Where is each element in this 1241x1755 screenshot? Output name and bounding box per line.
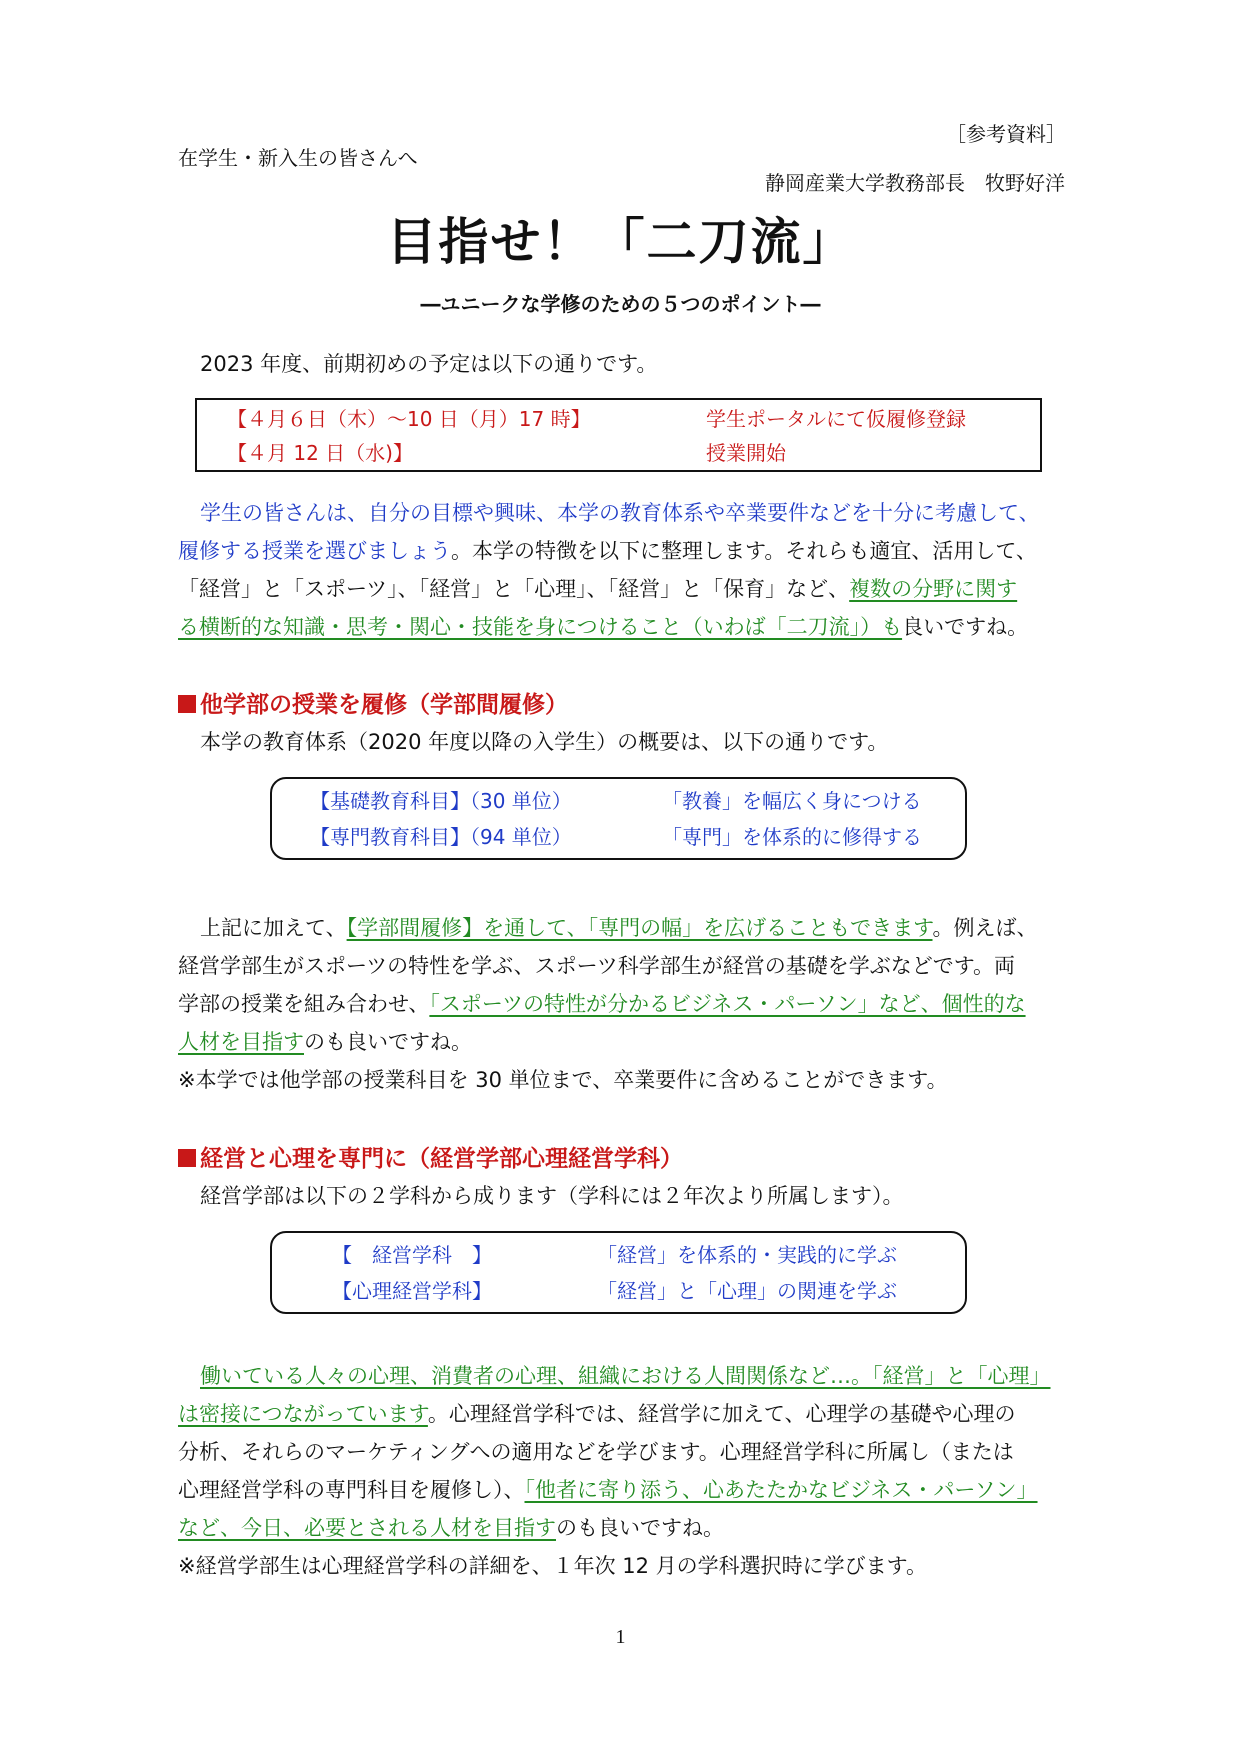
- box-description: 「専門」を体系的に修得する: [662, 825, 922, 849]
- box-label: 【専門教育科目】（94 単位）: [310, 825, 572, 849]
- box-label: 【心理経営学科】: [332, 1279, 492, 1303]
- paragraph-text: 。心理経営学科では、経営学に加えて、心理学の基礎や心理の: [427, 1402, 1016, 1426]
- paragraph-emphasis: 人材を目指す: [178, 1030, 304, 1054]
- section-heading: [178, 1140, 683, 1173]
- paragraph-text: のも良いですね。: [556, 1516, 724, 1540]
- section-intro: 経営学部は以下の２学科から成ります（学科には２年次より所属します）。: [200, 1184, 904, 1208]
- reference-label: ［参考資料］: [946, 122, 1066, 146]
- paragraph-emphasis: 「他者に寄り添う、心あたたかなビジネス・パーソン」: [524, 1478, 1038, 1502]
- paragraph-text: 。例えば、: [932, 916, 1038, 940]
- square-bullet-icon: [178, 695, 196, 713]
- schedule-event: 授業開始: [706, 441, 786, 465]
- greeting: 在学生・新入生の皆さんへ: [178, 146, 418, 170]
- intro-paragraph: [178, 494, 1068, 646]
- square-bullet-icon: [178, 1149, 196, 1167]
- paragraph-emphasis: 【学部間履修】を通して、「専門の幅」を広げることもできます: [346, 916, 933, 940]
- section2-paragraph: [178, 1357, 1068, 1585]
- curriculum-box: [270, 777, 967, 860]
- section1-paragraph: [178, 909, 1068, 1099]
- author-line: 静岡産業大学教務部長 牧野好洋: [765, 171, 1065, 195]
- box-description: 「経営」と「心理」の関連を学ぶ: [597, 1279, 897, 1303]
- section-heading-text: 経営と心理を専門に（経営学部心理経営学科）: [200, 1146, 683, 1172]
- section-heading-text: 他学部の授業を履修（学部間履修）: [200, 692, 568, 718]
- paragraph-emphasis: は密接につながっています: [178, 1402, 428, 1426]
- schedule-intro: 2023 年度、前期初めの予定は以下の通りです。: [200, 352, 658, 376]
- paragraph-emphasis: 「スポーツの特性が分かるビジネス・パーソン」など、個性的な: [429, 992, 1026, 1016]
- page-title: 目指せ！「二刀流」: [386, 213, 855, 271]
- intro-highlight: 学生の皆さんは、自分の目標や興味、本学の教育体系や卒業要件などを十分に考慮して、: [200, 501, 1040, 525]
- schedule-box: [195, 398, 1042, 472]
- paragraph-text: 学部の授業を組み合わせ、: [178, 992, 430, 1016]
- department-box: [270, 1231, 967, 1314]
- intro-text: 良いですね。: [902, 615, 1029, 639]
- paragraph-text: 経営学部生がスポーツの特性を学ぶ、スポーツ科学部生が経営の基礎を学ぶなどです。両: [178, 954, 1016, 978]
- note: ※経営学部生は心理経営学科の詳細を、１年次 12 月の学科選択時に学びます。: [178, 1554, 927, 1578]
- page-subtitle: ―ユニークな学修のための５つのポイント―: [420, 292, 821, 316]
- paragraph-text: 心理経営学科の専門科目を履修し）、: [178, 1478, 525, 1502]
- intro-highlight: 履修する授業を選びましょう: [178, 539, 451, 563]
- section-intro: 本学の教育体系（2020 年度以降の入学生）の概要は、以下の通りです。: [200, 730, 889, 754]
- box-description: 「経営」を体系的・実践的に学ぶ: [597, 1243, 897, 1267]
- paragraph-emphasis: など、今日、必要とされる人材を目指す: [178, 1516, 556, 1540]
- intro-text: 。本学の特徴を以下に整理します。それらも適宜、活用して、: [451, 539, 1037, 563]
- schedule-date: 【４月 12 日（水)】: [227, 441, 413, 465]
- box-description: 「教養」を幅広く身につける: [662, 789, 922, 813]
- page-number: 1: [615, 1626, 626, 1648]
- box-label: 【基礎教育科目】（30 単位）: [310, 789, 572, 813]
- paragraph-text: 上記に加えて、: [200, 916, 347, 940]
- schedule-event: 学生ポータルにて仮履修登録: [706, 407, 966, 431]
- paragraph-text: のも良いですね。: [304, 1030, 472, 1054]
- paragraph-emphasis: 働いている人々の心理、消費者の心理、組織における人間関係など…。「経営」と「心理」: [200, 1364, 1051, 1388]
- intro-emphasis: 複数の分野に関す: [849, 577, 1018, 601]
- box-label: 【 経営学科 】: [332, 1243, 492, 1267]
- section-heading: [178, 686, 568, 719]
- intro-text: 「経営」と「スポーツ」、「経営」と「心理」、「経営」と「保育」など、: [178, 577, 850, 601]
- schedule-date: 【４月６日（木）～10 日（月）17 時】: [227, 407, 591, 431]
- note: ※本学では他学部の授業科目を 30 単位まで、卒業要件に含めることができます。: [178, 1068, 948, 1092]
- paragraph-text: 分析、それらのマーケティングへの適用などを学びます。心理経営学科に所属し（または: [178, 1440, 1014, 1464]
- intro-emphasis: る横断的な知識・思考・関心・技能を身につけること（いわば「二刀流」）も: [178, 615, 903, 639]
